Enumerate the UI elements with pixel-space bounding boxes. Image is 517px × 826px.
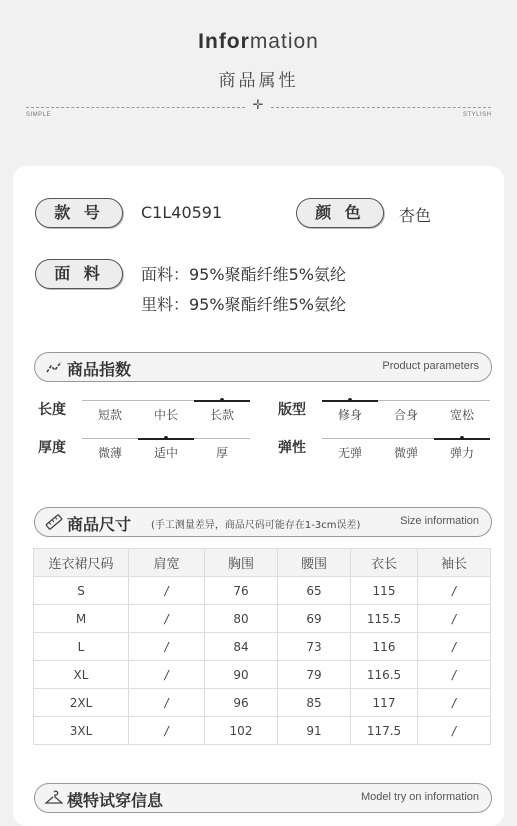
table-cell: 84	[205, 633, 278, 661]
param-label-fit: 版型	[278, 402, 306, 418]
hanger-icon	[45, 790, 63, 806]
style-number-label: 款 号	[35, 198, 123, 228]
param-line	[322, 438, 378, 439]
table-row	[34, 577, 491, 605]
column-header: 腰围	[278, 549, 351, 577]
table-cell: /	[418, 689, 491, 717]
param-option: 中长	[153, 408, 178, 422]
table-cell: 3XL	[34, 717, 129, 745]
product-parameters-title-en: Product parameters	[382, 360, 479, 372]
table-row	[34, 661, 491, 689]
product-parameters-bar	[34, 352, 492, 382]
table-cell: 65	[278, 577, 351, 605]
table-cell: 90	[205, 661, 278, 689]
product-parameters-title: 商品指数	[67, 360, 132, 379]
param-selected-dot	[460, 436, 464, 440]
table-cell: 117.5	[351, 717, 418, 745]
param-label-length: 长度	[38, 402, 66, 418]
column-header: 衣长	[351, 549, 418, 577]
table-cell: 115	[351, 577, 418, 605]
model-try-on-title-en: Model try on information	[361, 791, 479, 803]
param-line	[82, 400, 138, 401]
table-cell: /	[418, 605, 491, 633]
table-cell: /	[129, 689, 205, 717]
crosshair-plus-icon: ✛	[252, 98, 264, 113]
table-cell: 73	[278, 633, 351, 661]
table-cell: /	[129, 605, 205, 633]
column-header: 胸围	[205, 549, 278, 577]
ruler-icon	[45, 514, 63, 530]
param-line	[82, 438, 138, 439]
table-cell: 69	[278, 605, 351, 633]
stylish-tag: STYLISH	[463, 112, 492, 118]
color-label: 颜 色	[296, 198, 384, 228]
table-cell: 117	[351, 689, 418, 717]
param-option: 厚	[215, 446, 228, 460]
size-information-title-en: Size information	[400, 515, 479, 527]
table-row	[34, 633, 491, 661]
param-line	[138, 400, 194, 401]
table-cell: 116.5	[351, 661, 418, 689]
size-information-note: (手工测量差异，商品尺码可能存在1-3cm误差)	[151, 520, 361, 531]
style-number-value: C1L40591	[141, 203, 223, 222]
table-cell: /	[129, 633, 205, 661]
table-cell: XL	[34, 661, 129, 689]
param-option: 长款	[209, 408, 234, 422]
table-cell: /	[418, 577, 491, 605]
table-cell: 91	[278, 717, 351, 745]
table-cell: L	[34, 633, 129, 661]
table-cell: 80	[205, 605, 278, 633]
size-table	[33, 548, 491, 745]
param-option: 微薄	[97, 446, 122, 460]
param-selected-dot	[220, 398, 224, 402]
table-cell: /	[129, 717, 205, 745]
column-header: 连衣裙尺码	[34, 549, 129, 577]
table-cell: /	[418, 633, 491, 661]
table-cell: 116	[351, 633, 418, 661]
table-row	[34, 717, 491, 745]
table-cell: /	[418, 717, 491, 745]
table-row	[34, 605, 491, 633]
table-row	[34, 689, 491, 717]
page-title-bold: Infor	[198, 30, 250, 53]
header-divider-left	[26, 107, 245, 108]
fabric-outer: 面料：95%聚酯纤维5%氨纶	[141, 265, 346, 284]
param-option: 短款	[97, 408, 122, 422]
table-cell: /	[418, 661, 491, 689]
param-option: 合身	[393, 408, 418, 422]
table-cell: /	[129, 577, 205, 605]
header-divider-right	[271, 107, 491, 108]
param-option: 无弹	[337, 446, 362, 460]
table-header-row	[34, 549, 491, 577]
column-header: 袖长	[418, 549, 491, 577]
param-option: 修身	[337, 408, 362, 422]
param-selected-dot	[164, 436, 168, 440]
table-cell: 79	[278, 661, 351, 689]
model-try-on-bar	[34, 783, 492, 813]
table-cell: S	[34, 577, 129, 605]
simple-tag: SIMPLE	[26, 112, 52, 118]
param-option: 微弹	[393, 446, 418, 460]
table-cell: 85	[278, 689, 351, 717]
column-header: 肩宽	[129, 549, 205, 577]
param-label-thickness: 厚度	[38, 440, 66, 456]
fabric-lining: 里料：95%聚酯纤维5%氨纶	[141, 295, 346, 314]
param-line	[434, 400, 490, 401]
page-subtitle: 商品属性	[218, 71, 299, 91]
model-try-on-title: 模特试穿信息	[67, 791, 164, 810]
param-option: 弹力	[449, 446, 474, 460]
table-cell: 102	[205, 717, 278, 745]
size-information-bar	[34, 507, 492, 537]
table-cell: 76	[205, 577, 278, 605]
page-title-rest: mation	[249, 30, 319, 53]
table-cell: M	[34, 605, 129, 633]
param-option: 适中	[153, 446, 178, 460]
param-label-elasticity: 弹性	[278, 440, 306, 456]
param-option: 宽松	[449, 408, 474, 422]
page-title	[0, 30, 517, 54]
trend-line-icon	[45, 359, 63, 375]
color-value: 杏色	[399, 206, 432, 225]
param-selected-dot	[348, 398, 352, 402]
param-line	[194, 438, 250, 439]
table-cell: /	[129, 661, 205, 689]
table-cell: 115.5	[351, 605, 418, 633]
table-cell: 96	[205, 689, 278, 717]
fabric-label: 面 料	[35, 259, 123, 289]
size-information-title: 商品尺寸	[67, 515, 132, 534]
param-line	[378, 400, 434, 401]
table-cell: 2XL	[34, 689, 129, 717]
param-line	[378, 438, 434, 439]
